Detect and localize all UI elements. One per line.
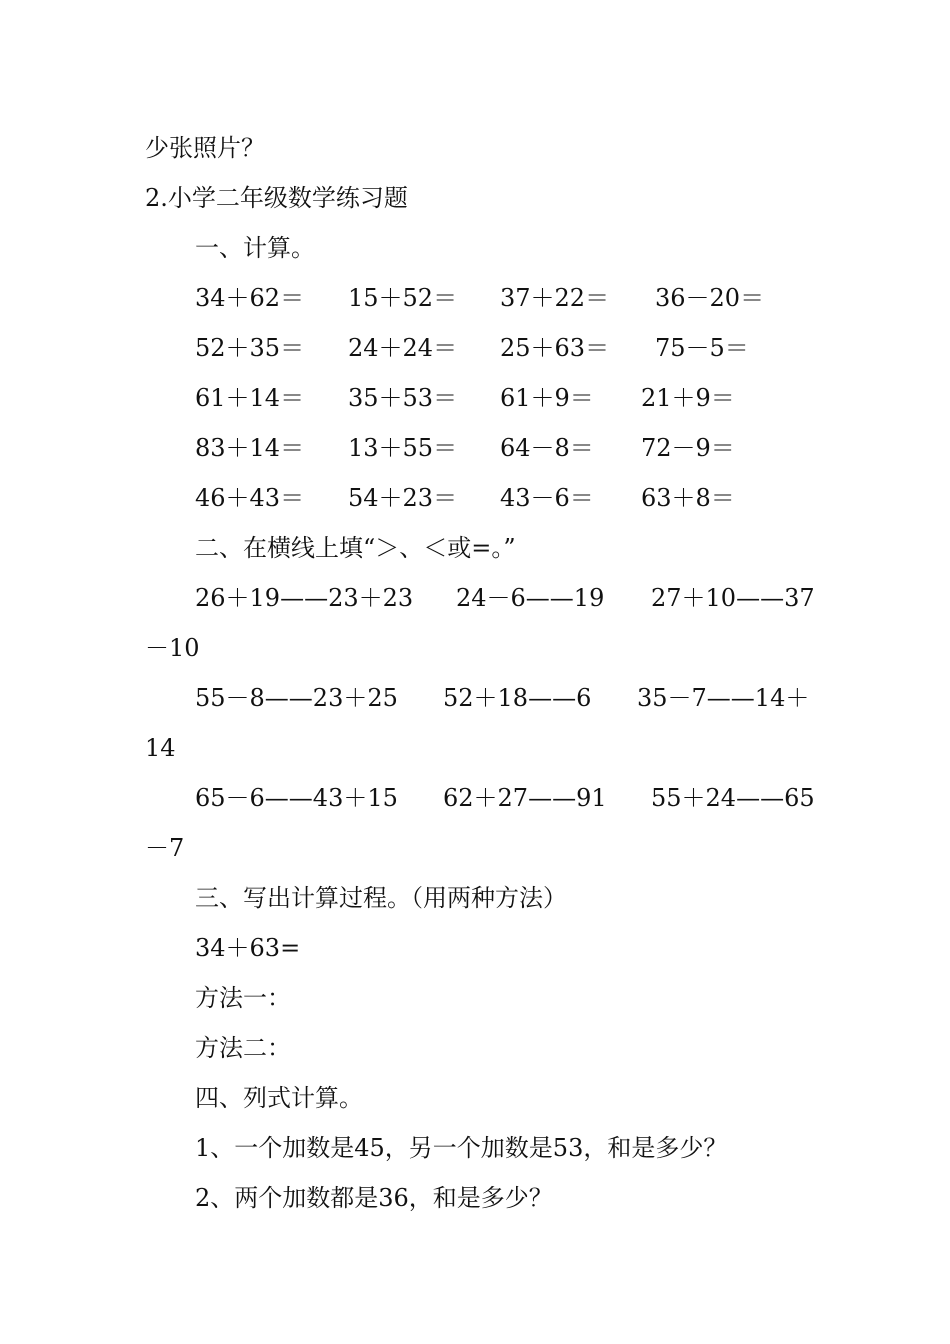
calc-item: 72－9＝ [641,434,735,462]
calc-item: 25＋63＝ [500,334,610,362]
part-one-title: 一、计算。 [195,234,315,262]
part-three-expression: 34＋63= [195,934,301,962]
calc-item: 35＋53＝ [348,384,458,412]
method-two-label: 方法二： [195,1034,291,1062]
section-heading: 2.小学二年级数学练习题 [145,184,408,212]
compare-item: 27＋10——37 [651,584,815,612]
compare-wrap: 14 [145,734,176,762]
question-one: 1、一个加数是45，另一个加数是53，和是多少？ [195,1134,728,1162]
calc-item: 64－8＝ [500,434,594,462]
calc-item: 75－5＝ [655,334,749,362]
calc-item: 63＋8＝ [641,484,735,512]
compare-item: 24－6——19 [456,584,605,612]
calc-item: 43－6＝ [500,484,594,512]
calc-item: 34＋62＝ [195,284,305,312]
part-three-title: 三、写出计算过程。（用两种方法） [195,884,567,912]
calc-item: 21＋9＝ [641,384,735,412]
calc-item: 61＋9＝ [500,384,594,412]
compare-item: 65－6——43＋15 [195,784,398,812]
compare-item: 35－7——14＋ [637,684,810,712]
calc-item: 83＋14＝ [195,434,305,462]
part-two-title: 二、在横线上填“＞、＜或=。” [195,534,516,562]
part-four-title: 四、列式计算。 [195,1084,363,1112]
question-two: 2、两个加数都是36，和是多少？ [195,1184,553,1212]
calc-item: 61＋14＝ [195,384,305,412]
calc-item: 36－20＝ [655,284,765,312]
compare-wrap: －7 [145,834,185,862]
method-one-label: 方法一： [195,984,291,1012]
calc-item: 15＋52＝ [348,284,458,312]
compare-wrap: －10 [145,634,200,662]
calc-item: 24＋24＝ [348,334,458,362]
calc-item: 52＋35＝ [195,334,305,362]
continued-text: 少张照片？ [145,134,265,162]
compare-item: 62＋27——91 [443,784,607,812]
compare-item: 52＋18——6 [443,684,592,712]
compare-item: 26＋19——23＋23 [195,584,414,612]
calc-item: 54＋23＝ [348,484,458,512]
compare-item: 55－8——23＋25 [195,684,398,712]
compare-item: 55＋24——65 [651,784,815,812]
calc-item: 46＋43＝ [195,484,305,512]
calc-item: 13＋55＝ [348,434,458,462]
calc-item: 37＋22＝ [500,284,610,312]
